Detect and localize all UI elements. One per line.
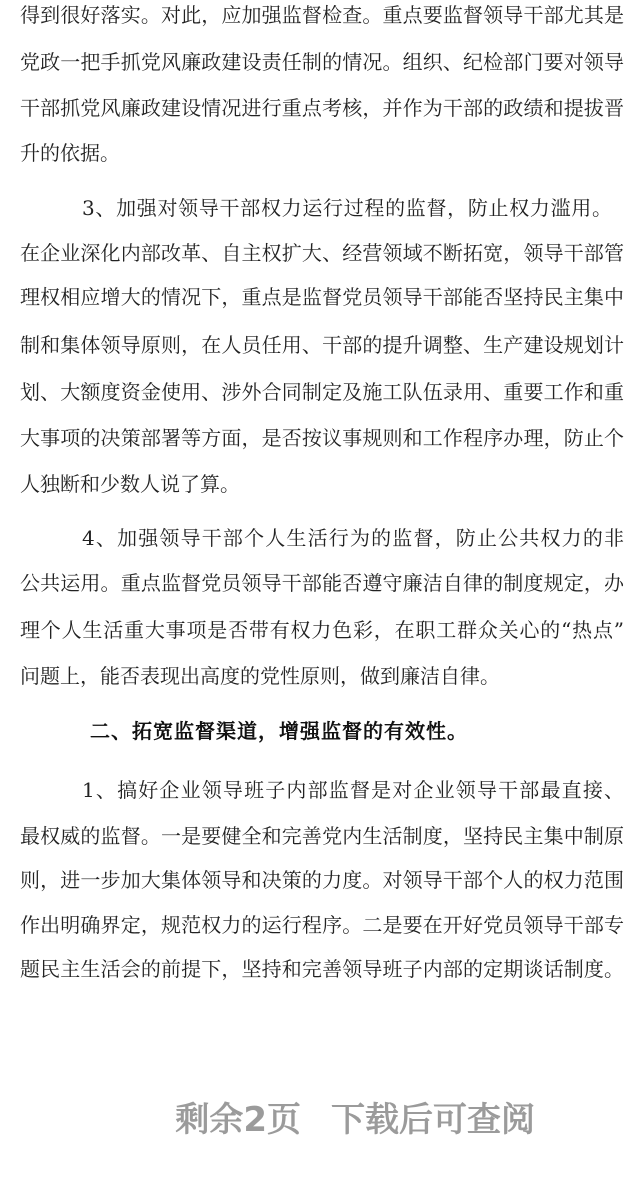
text-line: 在企业深化内部改革、自主权扩大、经营领域不断拓宽，领导干部管 bbox=[20, 241, 624, 265]
text-line: 制和集体领导原则，在人员任用、干部的提升调整、生产建设规划计 bbox=[20, 333, 624, 357]
text-line: 干部抓党风廉政建设情况进行重点考核，并作为干部的政绩和提拔晋 bbox=[20, 96, 624, 120]
text-line: 3、加强对领导干部权力运行过程的监督，防止权力滥用。 bbox=[82, 196, 612, 220]
text-line: 4、加强领导干部个人生活行为的监督，防止公共权力的非 bbox=[82, 526, 624, 550]
text-line: 题民主生活会的前提下，坚持和完善领导班子内部的定期谈话制度。 bbox=[20, 957, 624, 981]
text-line: 升的依据。 bbox=[20, 141, 120, 165]
text-line: 理权相应增大的情况下，重点是监督党员领导干部能否坚持民主集中 bbox=[20, 285, 624, 309]
download-prompt[interactable] bbox=[128, 1052, 565, 1181]
text-line: 1、搞好企业领导班子内部监督是对企业领导干部最直接、 bbox=[82, 778, 624, 802]
text-line: 划、大额度资金使用、涉外合同制定及施工队伍录用、重要工作和重 bbox=[20, 380, 624, 404]
text-line: 则，进一步加大集体领导和决策的力度。对领导干部个人的权力范围 bbox=[20, 868, 624, 892]
text-line: 大事项的决策部署等方面，是否按议事规则和工作程序办理，防止个 bbox=[20, 426, 624, 450]
text-line: 公共运用。重点监督党员领导干部能否遵守廉洁自律的制度规定，办 bbox=[20, 571, 624, 595]
text-line: 最权威的监督。一是要健全和完善党内生活制度，坚持民主集中制原 bbox=[20, 824, 624, 848]
section-heading: 二、拓宽监督渠道，增强监督的有效性。 bbox=[90, 719, 468, 743]
text-line: 得到很好落实。对此，应加强监督检查。重点要监督领导干部尤其是 bbox=[20, 3, 624, 27]
text-line: 党政一把手抓党风廉政建设责任制的情况。组织、纪检部门要对领导 bbox=[20, 50, 624, 74]
remaining-pages-label: 剩余2页 bbox=[175, 1100, 302, 1140]
download-to-view-label[interactable]: 下载后可查阅 bbox=[331, 1100, 536, 1140]
text-line: 问题上，能否表现出高度的党性原则，做到廉洁自律。 bbox=[20, 664, 500, 688]
text-line: 作出明确界定，规范权力的运行程序。二是要在开好党员领导干部专 bbox=[20, 913, 624, 937]
text-line: 理个人生活重大事项是否带有权力色彩，在职工群众关心的“热点” bbox=[20, 618, 624, 642]
text-line: 人独断和少数人说了算。 bbox=[20, 472, 240, 496]
